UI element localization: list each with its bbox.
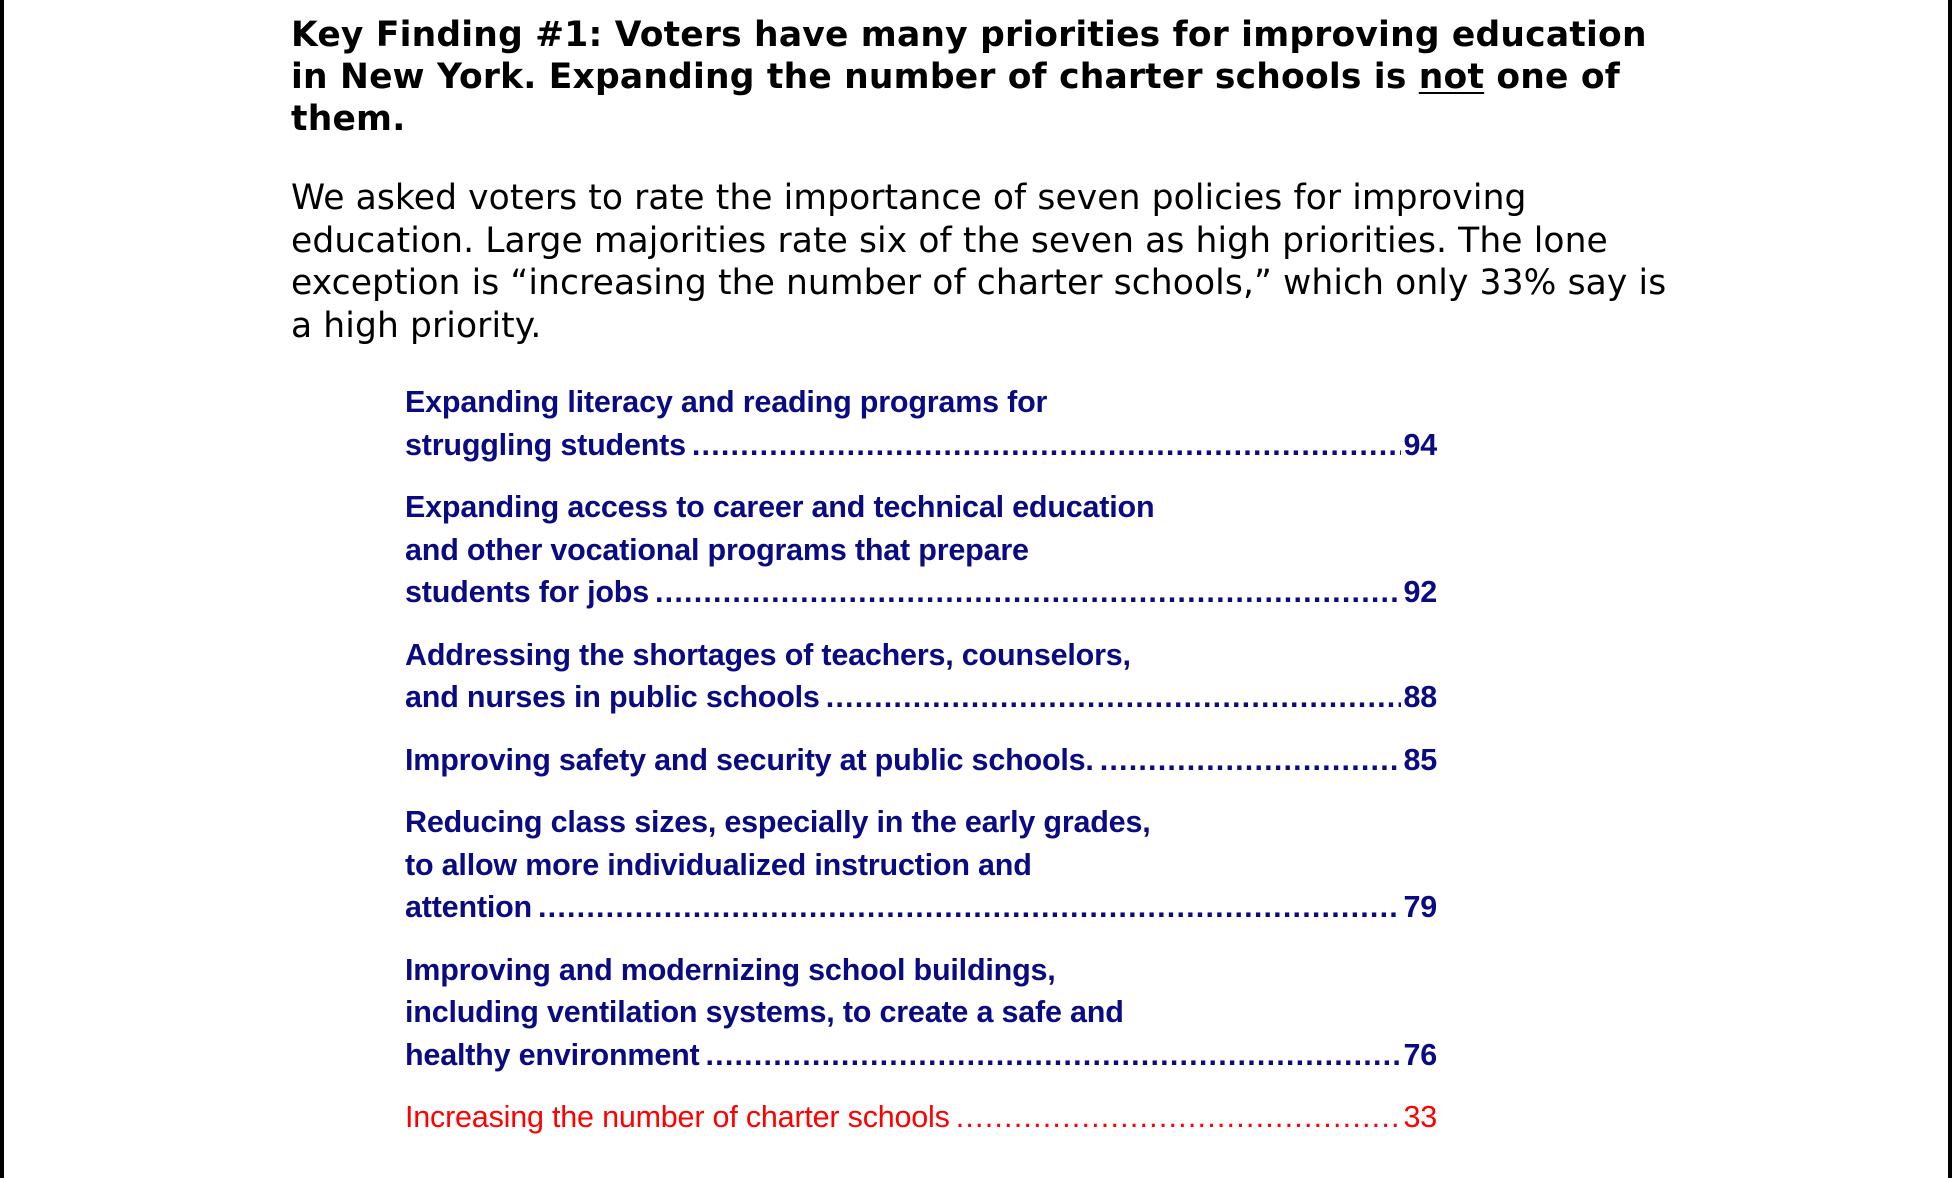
priority-label-line: Reducing class sizes, especially in the early grades,: [405, 805, 1151, 839]
priority-item: [405, 949, 1437, 1077]
priority-last-line: [405, 739, 1437, 782]
priority-label-end: Increasing the number of charter schools: [405, 1100, 950, 1134]
priority-percent: 88: [1403, 680, 1437, 714]
page-right-edge: [1948, 0, 1952, 1178]
dot-leader: [956, 1096, 1402, 1139]
priority-label-end: healthy environment: [405, 1037, 700, 1072]
priority-last-line: [405, 1034, 1437, 1077]
priority-item: [405, 801, 1437, 929]
heading-text-end: one of them.: [291, 57, 1620, 139]
page-left-edge: [0, 0, 4, 1178]
priority-last-line: [405, 886, 1437, 929]
priority-label-end: attention: [405, 890, 532, 924]
key-finding-heading: [291, 14, 1681, 140]
priority-item: [405, 381, 1437, 466]
dot-leader: [692, 424, 1402, 467]
priority-item: [405, 486, 1437, 614]
priority-last-line: [405, 571, 1437, 614]
priority-last-line: [405, 424, 1437, 467]
intro-paragraph: We asked voters to rate the importance of seven policies for improving education. Large majorities rate six of the seven as high priorities. The lone exception is “increasing the number of charter schools,” which only 33% say is a high priority.: [291, 178, 1667, 346]
priority-label-line: and other vocational programs that prepare: [405, 532, 1029, 567]
dot-leader: [1100, 739, 1402, 782]
priority-item-highlighted: [405, 1096, 1437, 1139]
dot-leader: [705, 1034, 1401, 1077]
priority-label-line: Addressing the shortages of teachers, counselors,: [405, 637, 1131, 672]
priority-item: [405, 739, 1437, 782]
priority-percent: 76: [1403, 1037, 1437, 1072]
dot-leader: [655, 571, 1401, 614]
priority-last-line: [405, 1096, 1437, 1139]
heading-text-start: Key Finding #1: Voters have many priorities for improving education in New York. Expanding the number of charter schools is: [291, 15, 1647, 97]
priority-percent: 92: [1403, 575, 1437, 609]
priority-label-line: Improving and modernizing school buildings,: [405, 952, 1056, 987]
priority-last-line: [405, 676, 1437, 719]
priority-label-line: including ventilation systems, to create a safe and: [405, 995, 1124, 1029]
priority-percent: 94: [1403, 427, 1437, 462]
document-page: [291, 14, 1681, 347]
priority-label-line: to allow more individualized instruction and: [405, 847, 1032, 882]
priority-label-line: Expanding literacy and reading programs for: [405, 385, 1048, 419]
priority-list: [405, 381, 1437, 1159]
priority-label-end: Improving safety and security at public schools.: [405, 742, 1094, 777]
priority-item: [405, 634, 1437, 719]
priority-percent: 33: [1403, 1100, 1437, 1134]
priority-label-end: struggling students: [405, 427, 686, 462]
priority-label-line: Expanding access to career and technical education: [405, 490, 1155, 524]
heading-emphasis: not: [1418, 57, 1485, 97]
dot-leader: [826, 676, 1402, 719]
priority-label-end: and nurses in public schools: [405, 680, 820, 714]
priority-percent: 85: [1403, 742, 1437, 777]
priority-percent: 79: [1403, 890, 1437, 924]
priority-label-end: students for jobs: [405, 575, 649, 609]
dot-leader: [538, 886, 1402, 929]
